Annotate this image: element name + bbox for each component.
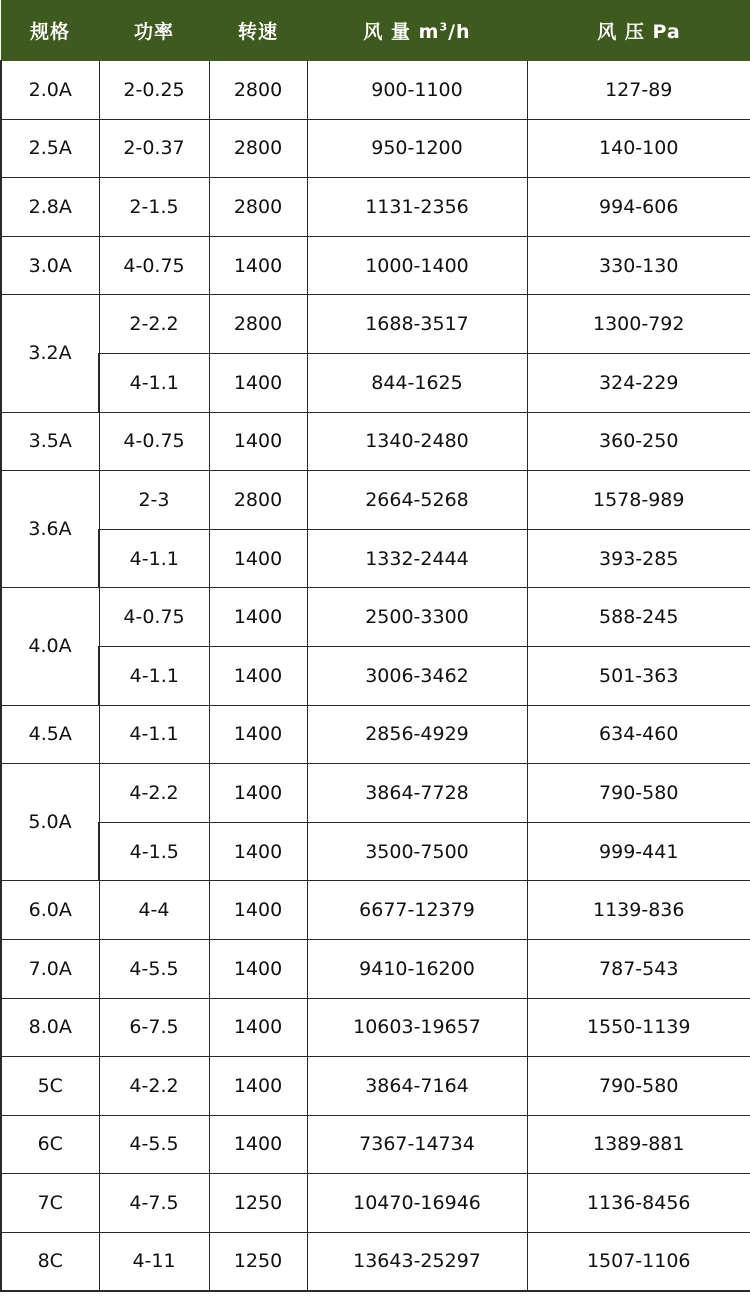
cell-power: 4-1.1 <box>99 529 209 588</box>
cell-speed: 1400 <box>209 646 307 705</box>
cell-spec: 4.5A <box>1 705 99 764</box>
cell-pressure: 790-580 <box>527 1057 750 1116</box>
cell-pressure: 324-229 <box>527 353 750 412</box>
cell-speed: 2800 <box>209 119 307 178</box>
table-row <box>1 1057 750 1116</box>
table-row <box>1 1232 750 1291</box>
header-spec: 规格 <box>1 1 99 61</box>
cell-pressure: 127-89 <box>527 61 750 120</box>
table-row <box>1 353 750 412</box>
cell-power: 4-0.75 <box>99 236 209 295</box>
cell-speed: 2800 <box>209 61 307 120</box>
cell-power: 2-2.2 <box>99 295 209 354</box>
cell-power: 6-7.5 <box>99 998 209 1057</box>
cell-speed: 1250 <box>209 1232 307 1291</box>
cell-speed: 1400 <box>209 353 307 412</box>
cell-spec: 2.5A <box>1 119 99 178</box>
cell-spec: 5.0A <box>1 764 99 881</box>
cell-airflow: 3864-7164 <box>307 1057 527 1116</box>
cell-speed: 1400 <box>209 998 307 1057</box>
cell-speed: 2800 <box>209 295 307 354</box>
cell-spec: 2.0A <box>1 61 99 120</box>
cell-spec: 3.6A <box>1 471 99 588</box>
header-airflow-prefix: 风 量 m <box>363 21 440 43</box>
cell-airflow: 950-1200 <box>307 119 527 178</box>
header-airflow-sup: 3 <box>439 20 449 34</box>
header-airflow <box>307 1 527 61</box>
cell-airflow: 1131-2356 <box>307 178 527 237</box>
table-row <box>1 295 750 354</box>
cell-speed: 1400 <box>209 822 307 881</box>
cell-spec: 3.0A <box>1 236 99 295</box>
table-row <box>1 412 750 471</box>
cell-speed: 1400 <box>209 412 307 471</box>
cell-speed: 1400 <box>209 236 307 295</box>
cell-speed: 1400 <box>209 529 307 588</box>
table-row <box>1 822 750 881</box>
cell-pressure: 330-130 <box>527 236 750 295</box>
cell-pressure: 140-100 <box>527 119 750 178</box>
table-row <box>1 236 750 295</box>
cell-speed: 1400 <box>209 1057 307 1116</box>
cell-airflow: 844-1625 <box>307 353 527 412</box>
cell-pressure: 1550-1139 <box>527 998 750 1057</box>
cell-airflow: 6677-12379 <box>307 881 527 940</box>
cell-power: 4-1.5 <box>99 822 209 881</box>
header-power: 功率 <box>99 1 209 61</box>
cell-pressure: 1139-836 <box>527 881 750 940</box>
cell-airflow: 1000-1400 <box>307 236 527 295</box>
table-row <box>1 939 750 998</box>
cell-power: 2-0.37 <box>99 119 209 178</box>
cell-power: 4-7.5 <box>99 1174 209 1233</box>
cell-spec: 5C <box>1 1057 99 1116</box>
cell-speed: 1400 <box>209 881 307 940</box>
cell-airflow: 2856-4929 <box>307 705 527 764</box>
cell-pressure: 501-363 <box>527 646 750 705</box>
cell-spec: 7C <box>1 1174 99 1233</box>
cell-airflow: 9410-16200 <box>307 939 527 998</box>
cell-spec: 8.0A <box>1 998 99 1057</box>
cell-spec: 2.8A <box>1 178 99 237</box>
header-row <box>1 1 750 61</box>
cell-airflow: 10603-19657 <box>307 998 527 1057</box>
cell-airflow: 7367-14734 <box>307 1115 527 1174</box>
cell-pressure: 787-543 <box>527 939 750 998</box>
cell-pressure: 994-606 <box>527 178 750 237</box>
cell-speed: 1250 <box>209 1174 307 1233</box>
cell-airflow: 10470-16946 <box>307 1174 527 1233</box>
cell-power: 4-1.1 <box>99 646 209 705</box>
table-row <box>1 119 750 178</box>
cell-power: 4-5.5 <box>99 1115 209 1174</box>
cell-speed: 1400 <box>209 705 307 764</box>
table-row <box>1 588 750 647</box>
table-row <box>1 705 750 764</box>
cell-pressure: 360-250 <box>527 412 750 471</box>
cell-power: 4-0.75 <box>99 412 209 471</box>
cell-pressure: 393-285 <box>527 529 750 588</box>
cell-airflow: 3500-7500 <box>307 822 527 881</box>
table-row <box>1 178 750 237</box>
cell-airflow: 2500-3300 <box>307 588 527 647</box>
cell-pressure: 634-460 <box>527 705 750 764</box>
cell-airflow: 900-1100 <box>307 61 527 120</box>
table-row <box>1 471 750 530</box>
table-row <box>1 1174 750 1233</box>
cell-spec: 7.0A <box>1 939 99 998</box>
cell-spec: 4.0A <box>1 588 99 705</box>
cell-pressure: 1300-792 <box>527 295 750 354</box>
cell-pressure: 1389-881 <box>527 1115 750 1174</box>
header-airflow-suffix: /h <box>448 21 471 43</box>
header-pressure: 风 压 Pa <box>527 1 750 61</box>
cell-power: 4-2.2 <box>99 1057 209 1116</box>
cell-spec: 3.2A <box>1 295 99 412</box>
cell-speed: 1400 <box>209 1115 307 1174</box>
cell-pressure: 1507-1106 <box>527 1232 750 1291</box>
cell-power: 4-1.1 <box>99 705 209 764</box>
table-row <box>1 1115 750 1174</box>
cell-spec: 6C <box>1 1115 99 1174</box>
table-row <box>1 998 750 1057</box>
cell-pressure: 790-580 <box>527 764 750 823</box>
cell-airflow: 3006-3462 <box>307 646 527 705</box>
cell-speed: 1400 <box>209 939 307 998</box>
cell-pressure: 1578-989 <box>527 471 750 530</box>
table-row <box>1 61 750 120</box>
cell-power: 4-0.75 <box>99 588 209 647</box>
cell-speed: 2800 <box>209 178 307 237</box>
cell-power: 2-3 <box>99 471 209 530</box>
cell-power: 4-2.2 <box>99 764 209 823</box>
cell-spec: 3.5A <box>1 412 99 471</box>
cell-airflow: 1688-3517 <box>307 295 527 354</box>
cell-power: 2-0.25 <box>99 61 209 120</box>
cell-airflow: 1340-2480 <box>307 412 527 471</box>
cell-airflow: 2664-5268 <box>307 471 527 530</box>
cell-power: 4-11 <box>99 1232 209 1291</box>
table-body <box>1 61 750 1291</box>
cell-speed: 1400 <box>209 764 307 823</box>
cell-pressure: 588-245 <box>527 588 750 647</box>
cell-power: 2-1.5 <box>99 178 209 237</box>
cell-speed: 1400 <box>209 588 307 647</box>
cell-power: 4-5.5 <box>99 939 209 998</box>
table-row <box>1 529 750 588</box>
cell-airflow: 3864-7728 <box>307 764 527 823</box>
cell-airflow: 1332-2444 <box>307 529 527 588</box>
cell-airflow: 13643-25297 <box>307 1232 527 1291</box>
table-header <box>1 1 750 61</box>
cell-speed: 2800 <box>209 471 307 530</box>
table-row <box>1 881 750 940</box>
cell-spec: 6.0A <box>1 881 99 940</box>
cell-power: 4-1.1 <box>99 353 209 412</box>
cell-power: 4-4 <box>99 881 209 940</box>
table-row <box>1 764 750 823</box>
cell-spec: 8C <box>1 1232 99 1291</box>
header-speed: 转速 <box>209 1 307 61</box>
table-row <box>1 646 750 705</box>
cell-pressure: 1136-8456 <box>527 1174 750 1233</box>
cell-pressure: 999-441 <box>527 822 750 881</box>
